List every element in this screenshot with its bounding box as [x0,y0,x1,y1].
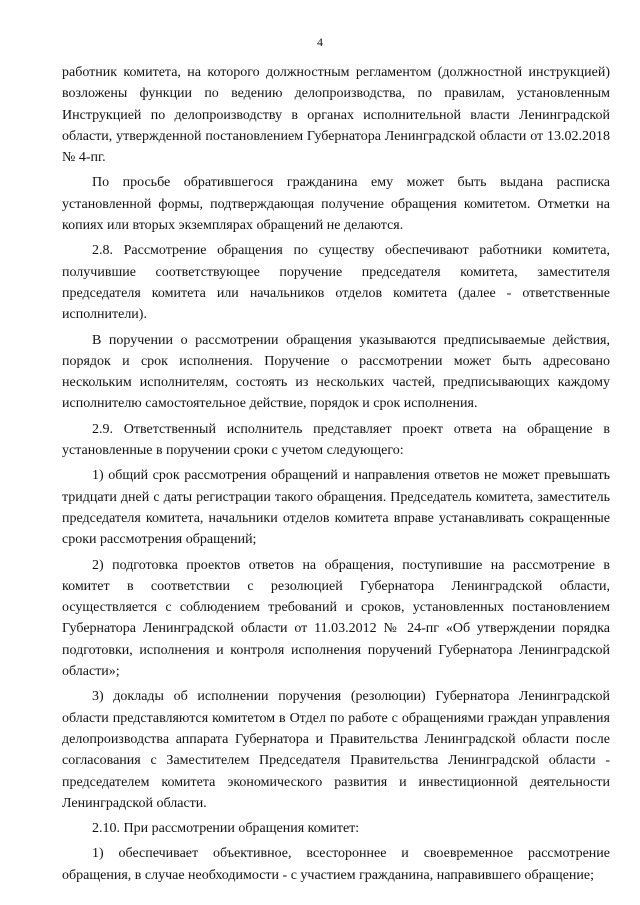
paragraph-2-10: 2.10. При рассмотрении обращения комитет: [92,821,360,837]
paragraph-2-8: 2.8. Рассмотрение обращения по существу обеспечивают работники комитета, получившие соответствующее поручение председателя комитета, заместителя председателя комитета или начальников отделов комитета (далее - ответственные исполнители). [62,243,610,323]
paragraph-assignment: В поручении о рассмотрении обращения указываются предписываемые действия, порядок и срок исполнения. Поручение о рассмотрении может быть адресовано нескольким исполнителям, состоять из нескольких частей, предписывающих каждому исполнителю самостоятельное действие, порядок и срок исполнения. [62,332,610,412]
paragraph-item-1-term: 1) общий срок рассмотрения обращений и направления ответов не может превышать тридцати дней с даты регистрации такого обращения. Председатель комитета, заместитель председателя комитета, начальники отделов комитета вправе устанавливать сокращенные сроки рассмотрения обращений; [62,468,610,548]
document-body [62,62,610,890]
paragraph-2-9: 2.9. Ответственный исполнитель представляет проект ответа на обращение в установленные в поручении сроки с учетом следующего: [62,421,610,459]
paragraph-item-2-drafts: 2) подготовка проектов ответов на обращения, поступившие на рассмотрение в комитет в соответствии с резолюцией Губернатора Ленинградской области, осуществляется с соблюдением требований и сроков, установленных постановлением Губернатора Ленинградской области от 11.03.2012 № 24-пг «Об утверждении порядка подготовки, исполнения и контроля исполнения поручений Губернатора Ленинградской области»; [62,557,610,680]
paragraph-item-3-reports: 3) доклады об исполнении поручения (резолюции) Губернатора Ленинградской области представляются комитетом в Отдел по работе с обращениями граждан управления делопроизводства аппарата Губернатора и Правительства Ленинградской области после согласования с Заместителем Председателя Правительства Ленинградской области - председателем комитета экономического развития и инвестиционной деятельности Ленинградской области. [62,689,610,811]
page-number: 4 [317,35,323,49]
paragraph-responsible-worker: работник комитета, на которого должностным регламентом (должностной инструкцией) возложены функции по ведению делопроизводства, по правилам, установленным Инструкцией по делопроизводству в органах исполнительной власти Ленинградской области, утвержденной постановлением Губернатора Ленинградской области от 13.02.2018 № 4-пг. [62,65,610,166]
paragraph-2-10-item-1: 1) обеспечивает объективное, всестороннее и своевременное рассмотрение обращения, в случае необходимости - с участием гражданина, направившего обращение; [62,846,610,883]
paragraph-receipt: По просьбе обратившегося гражданина ему может быть выдана расписка установленной формы, подтверждающая получение обращения комитетом. Отметки на копиях или вторых экземплярах обращений не делаются. [62,175,610,234]
